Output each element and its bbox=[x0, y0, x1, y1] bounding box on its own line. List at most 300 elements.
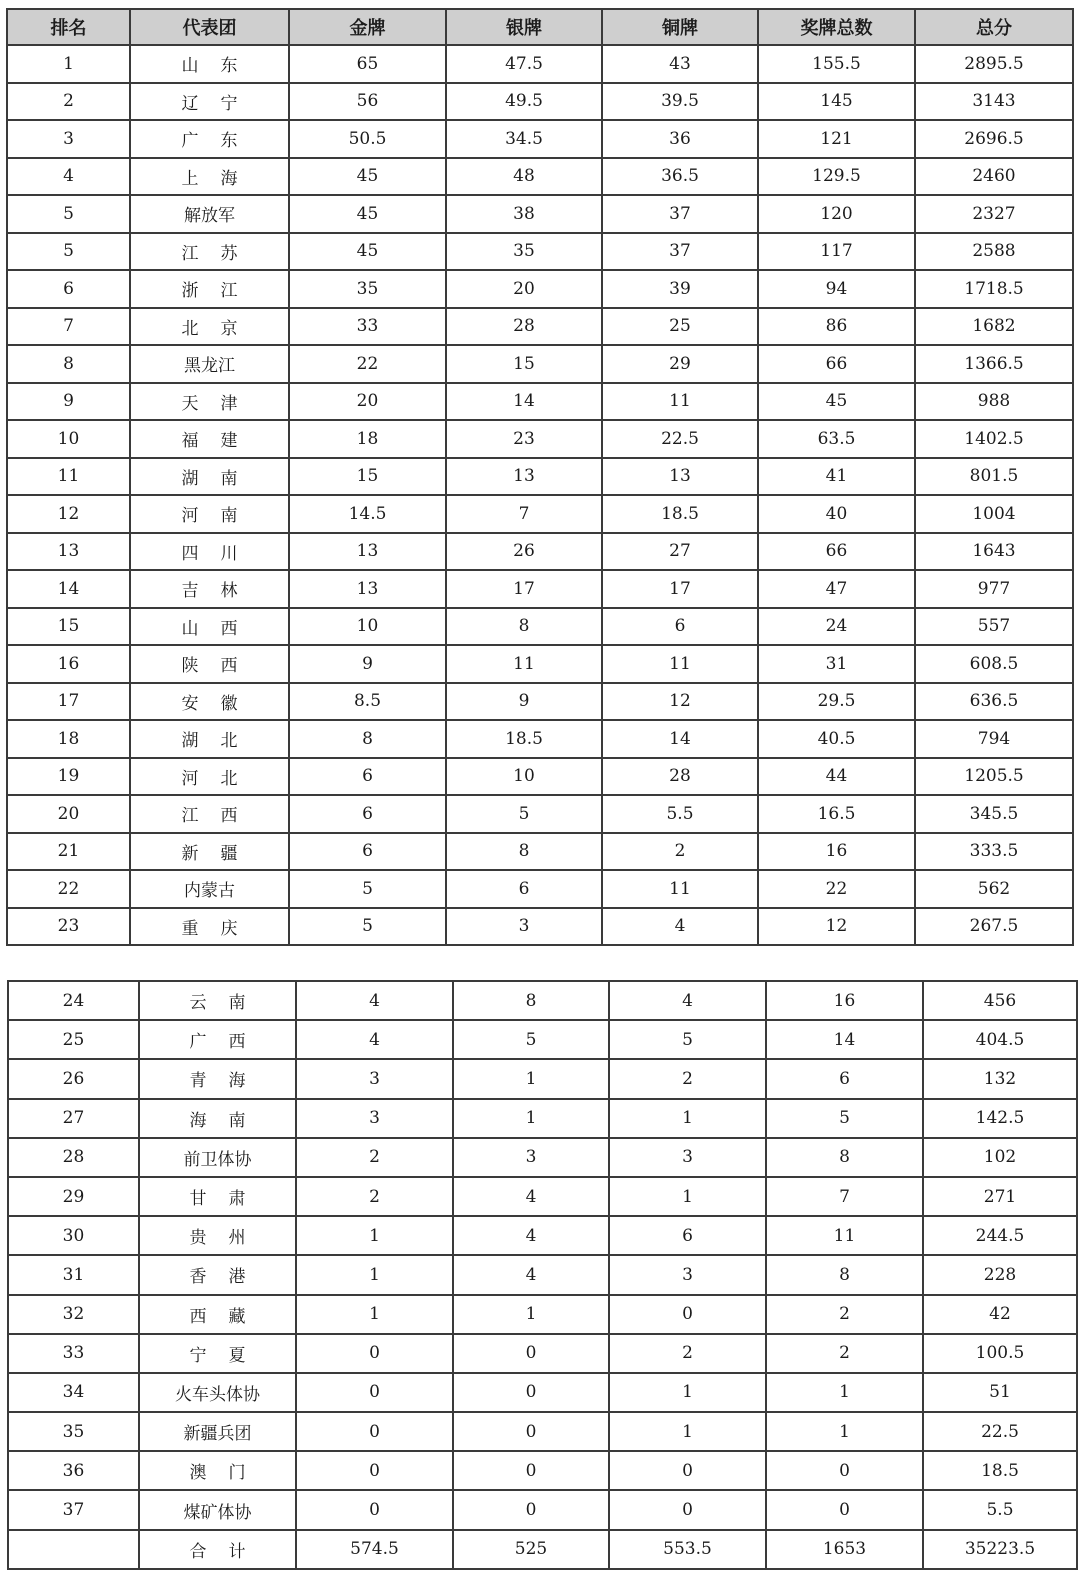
medal-total-cell: 145 bbox=[758, 83, 915, 121]
delegation-cell: 解放军 bbox=[130, 195, 289, 233]
medal-total-cell: 16.5 bbox=[758, 795, 915, 833]
silver-cell: 0 bbox=[453, 1451, 609, 1490]
score-cell: 333.5 bbox=[915, 833, 1073, 871]
score-cell: 1682 bbox=[915, 308, 1073, 346]
medal-total-cell: 41 bbox=[758, 458, 915, 496]
gold-cell: 6 bbox=[289, 795, 446, 833]
gold-cell: 8 bbox=[289, 720, 446, 758]
delegation-cell: 煤矿体协 bbox=[139, 1490, 296, 1529]
bronze-cell: 6 bbox=[602, 608, 758, 646]
medal-total-cell: 14 bbox=[766, 1020, 923, 1059]
medal-total-cell: 40.5 bbox=[758, 720, 915, 758]
medal-total-cell: 8 bbox=[766, 1255, 923, 1294]
table-row bbox=[7, 420, 1073, 458]
score-cell: 345.5 bbox=[915, 795, 1073, 833]
delegation-cell: 澳门 bbox=[139, 1451, 296, 1490]
bronze-cell: 36.5 bbox=[602, 158, 758, 196]
gold-cell: 0 bbox=[296, 1490, 453, 1529]
delegation-cell: 宁夏 bbox=[139, 1334, 296, 1373]
rank-cell: 15 bbox=[7, 608, 130, 646]
bronze-cell: 1 bbox=[609, 1177, 766, 1216]
rank-cell: 36 bbox=[8, 1451, 139, 1490]
bronze-cell: 5.5 bbox=[602, 795, 758, 833]
rank-cell: 31 bbox=[8, 1255, 139, 1294]
gold-cell: 2 bbox=[296, 1138, 453, 1177]
silver-cell: 34.5 bbox=[446, 120, 602, 158]
silver-cell: 28 bbox=[446, 308, 602, 346]
rank-cell: 19 bbox=[7, 758, 130, 796]
gold-cell: 2 bbox=[296, 1177, 453, 1216]
score-cell: 2895.5 bbox=[915, 45, 1073, 83]
score-cell: 2327 bbox=[915, 195, 1073, 233]
delegation-cell: 湖北 bbox=[130, 720, 289, 758]
bronze-cell: 14 bbox=[602, 720, 758, 758]
rank-cell: 25 bbox=[8, 1020, 139, 1059]
delegation-cell: 河南 bbox=[130, 495, 289, 533]
gold-cell: 15 bbox=[289, 458, 446, 496]
rank-cell: 7 bbox=[7, 308, 130, 346]
table-row bbox=[7, 720, 1073, 758]
rank-cell: 35 bbox=[8, 1412, 139, 1451]
score-cell: 1205.5 bbox=[915, 758, 1073, 796]
score-cell: 456 bbox=[923, 981, 1077, 1020]
medal-total-cell: 12 bbox=[758, 908, 915, 946]
medal-total-cell: 29.5 bbox=[758, 683, 915, 721]
gold-cell: 14.5 bbox=[289, 495, 446, 533]
gold-cell: 1 bbox=[296, 1255, 453, 1294]
delegation-cell: 海南 bbox=[139, 1099, 296, 1138]
delegation-cell: 重庆 bbox=[130, 908, 289, 946]
bronze-cell: 1 bbox=[609, 1099, 766, 1138]
medal-total-cell: 6 bbox=[766, 1059, 923, 1098]
bronze-cell: 1 bbox=[609, 1373, 766, 1412]
medal-total-cell: 2 bbox=[766, 1334, 923, 1373]
rank-cell: 11 bbox=[7, 458, 130, 496]
rank-cell: 27 bbox=[8, 1099, 139, 1138]
bronze-cell: 2 bbox=[609, 1059, 766, 1098]
delegation-cell: 江苏 bbox=[130, 233, 289, 271]
score-cell: 801.5 bbox=[915, 458, 1073, 496]
medal-total-cell: 1 bbox=[766, 1373, 923, 1412]
silver-cell: 49.5 bbox=[446, 83, 602, 121]
table-row bbox=[8, 1255, 1077, 1294]
rank-cell: 16 bbox=[7, 645, 130, 683]
rank-cell: 12 bbox=[7, 495, 130, 533]
silver-cell: 4 bbox=[453, 1255, 609, 1294]
rank-cell: 3 bbox=[7, 120, 130, 158]
delegation-cell: 安徽 bbox=[130, 683, 289, 721]
table-row bbox=[8, 1177, 1077, 1216]
table-row bbox=[7, 833, 1073, 871]
table-row bbox=[8, 1334, 1077, 1373]
rank-cell: 21 bbox=[7, 833, 130, 871]
score-cell: 1718.5 bbox=[915, 270, 1073, 308]
gold-cell: 9 bbox=[289, 645, 446, 683]
delegation-cell: 云南 bbox=[139, 981, 296, 1020]
header-bronze: 铜牌 bbox=[602, 9, 758, 45]
gold-cell: 50.5 bbox=[289, 120, 446, 158]
medal-total-cell: 121 bbox=[758, 120, 915, 158]
medal-total-cell: 2 bbox=[766, 1295, 923, 1334]
table-row bbox=[7, 683, 1073, 721]
score-cell: 102 bbox=[923, 1138, 1077, 1177]
table-row bbox=[8, 1138, 1077, 1177]
medal-total-cell: 45 bbox=[758, 383, 915, 421]
rank-cell: 6 bbox=[7, 270, 130, 308]
medal-total-cell: 86 bbox=[758, 308, 915, 346]
gold-cell: 33 bbox=[289, 308, 446, 346]
score-cell: 1402.5 bbox=[915, 420, 1073, 458]
score-cell: 636.5 bbox=[915, 683, 1073, 721]
silver-cell: 3 bbox=[446, 908, 602, 946]
medal-total-cell: 66 bbox=[758, 345, 915, 383]
silver-cell: 35 bbox=[446, 233, 602, 271]
total-rank-cell bbox=[8, 1530, 139, 1569]
gold-cell: 35 bbox=[289, 270, 446, 308]
silver-cell: 15 bbox=[446, 345, 602, 383]
medal-total-cell: 11 bbox=[766, 1216, 923, 1255]
bronze-cell: 39 bbox=[602, 270, 758, 308]
silver-cell: 17 bbox=[446, 570, 602, 608]
table-row bbox=[7, 383, 1073, 421]
silver-cell: 23 bbox=[446, 420, 602, 458]
gold-cell: 10 bbox=[289, 608, 446, 646]
medal-total-cell: 44 bbox=[758, 758, 915, 796]
total-medal-total-cell: 1653 bbox=[766, 1530, 923, 1569]
gold-cell: 4 bbox=[296, 1020, 453, 1059]
medal-total-cell: 0 bbox=[766, 1451, 923, 1490]
total-bronze-cell: 553.5 bbox=[609, 1530, 766, 1569]
delegation-cell: 浙江 bbox=[130, 270, 289, 308]
silver-cell: 1 bbox=[453, 1295, 609, 1334]
bronze-cell: 4 bbox=[609, 981, 766, 1020]
gold-cell: 5 bbox=[289, 908, 446, 946]
score-cell: 608.5 bbox=[915, 645, 1073, 683]
rank-cell: 9 bbox=[7, 383, 130, 421]
bronze-cell: 0 bbox=[609, 1451, 766, 1490]
score-cell: 562 bbox=[915, 870, 1073, 908]
table-row bbox=[7, 233, 1073, 271]
bronze-cell: 3 bbox=[609, 1138, 766, 1177]
gold-cell: 13 bbox=[289, 570, 446, 608]
delegation-cell: 广东 bbox=[130, 120, 289, 158]
silver-cell: 0 bbox=[453, 1373, 609, 1412]
gold-cell: 5 bbox=[289, 870, 446, 908]
delegation-cell: 西藏 bbox=[139, 1295, 296, 1334]
table-row bbox=[7, 195, 1073, 233]
delegation-cell: 黑龙江 bbox=[130, 345, 289, 383]
rank-cell: 22 bbox=[7, 870, 130, 908]
bronze-cell: 13 bbox=[602, 458, 758, 496]
rank-cell: 17 bbox=[7, 683, 130, 721]
table-row bbox=[7, 908, 1073, 946]
delegation-cell: 甘肃 bbox=[139, 1177, 296, 1216]
delegation-cell: 江西 bbox=[130, 795, 289, 833]
header-silver: 银牌 bbox=[446, 9, 602, 45]
silver-cell: 6 bbox=[446, 870, 602, 908]
delegation-cell: 火车头体协 bbox=[139, 1373, 296, 1412]
bronze-cell: 39.5 bbox=[602, 83, 758, 121]
score-cell: 18.5 bbox=[923, 1451, 1077, 1490]
rank-cell: 14 bbox=[7, 570, 130, 608]
table-row bbox=[7, 270, 1073, 308]
silver-cell: 18.5 bbox=[446, 720, 602, 758]
silver-cell: 0 bbox=[453, 1412, 609, 1451]
medal-total-cell: 129.5 bbox=[758, 158, 915, 196]
delegation-cell: 广西 bbox=[139, 1020, 296, 1059]
table-row bbox=[8, 1099, 1077, 1138]
gold-cell: 20 bbox=[289, 383, 446, 421]
rank-cell: 30 bbox=[8, 1216, 139, 1255]
rank-cell: 18 bbox=[7, 720, 130, 758]
delegation-cell: 陕西 bbox=[130, 645, 289, 683]
medal-total-cell: 63.5 bbox=[758, 420, 915, 458]
score-cell: 1004 bbox=[915, 495, 1073, 533]
silver-cell: 3 bbox=[453, 1138, 609, 1177]
delegation-cell: 贵州 bbox=[139, 1216, 296, 1255]
rank-cell: 23 bbox=[7, 908, 130, 946]
total-silver-cell: 525 bbox=[453, 1530, 609, 1569]
medal-table-part-1 bbox=[6, 8, 1074, 946]
gold-cell: 1 bbox=[296, 1295, 453, 1334]
header-row bbox=[7, 9, 1073, 45]
score-cell: 51 bbox=[923, 1373, 1077, 1412]
silver-cell: 13 bbox=[446, 458, 602, 496]
bronze-cell: 25 bbox=[602, 308, 758, 346]
score-cell: 42 bbox=[923, 1295, 1077, 1334]
gold-cell: 0 bbox=[296, 1373, 453, 1412]
silver-cell: 20 bbox=[446, 270, 602, 308]
table-row bbox=[7, 45, 1073, 83]
silver-cell: 38 bbox=[446, 195, 602, 233]
gold-cell: 1 bbox=[296, 1216, 453, 1255]
score-cell: 142.5 bbox=[923, 1099, 1077, 1138]
table-row bbox=[7, 158, 1073, 196]
table-row bbox=[7, 308, 1073, 346]
medal-total-cell: 117 bbox=[758, 233, 915, 271]
delegation-cell: 山东 bbox=[130, 45, 289, 83]
header-medal-total: 奖牌总数 bbox=[758, 9, 915, 45]
delegation-cell: 湖南 bbox=[130, 458, 289, 496]
rank-cell: 34 bbox=[8, 1373, 139, 1412]
bronze-cell: 43 bbox=[602, 45, 758, 83]
bronze-cell: 37 bbox=[602, 233, 758, 271]
total-score-cell: 35223.5 bbox=[923, 1530, 1077, 1569]
rank-cell: 1 bbox=[7, 45, 130, 83]
delegation-cell: 天津 bbox=[130, 383, 289, 421]
score-cell: 228 bbox=[923, 1255, 1077, 1294]
bronze-cell: 0 bbox=[609, 1490, 766, 1529]
score-cell: 977 bbox=[915, 570, 1073, 608]
score-cell: 1366.5 bbox=[915, 345, 1073, 383]
score-cell: 244.5 bbox=[923, 1216, 1077, 1255]
delegation-cell: 新疆兵团 bbox=[139, 1412, 296, 1451]
medal-total-cell: 31 bbox=[758, 645, 915, 683]
gold-cell: 0 bbox=[296, 1334, 453, 1373]
rank-cell: 26 bbox=[8, 1059, 139, 1098]
medal-total-cell: 7 bbox=[766, 1177, 923, 1216]
delegation-cell: 上海 bbox=[130, 158, 289, 196]
medal-total-cell: 24 bbox=[758, 608, 915, 646]
rank-cell: 24 bbox=[8, 981, 139, 1020]
bronze-cell: 11 bbox=[602, 383, 758, 421]
header-delegation: 代表团 bbox=[130, 9, 289, 45]
delegation-cell: 福建 bbox=[130, 420, 289, 458]
delegation-cell: 内蒙古 bbox=[130, 870, 289, 908]
medal-total-cell: 0 bbox=[766, 1490, 923, 1529]
table-row bbox=[8, 1295, 1077, 1334]
header-total-score: 总分 bbox=[915, 9, 1073, 45]
rank-cell: 5 bbox=[7, 195, 130, 233]
delegation-cell: 四川 bbox=[130, 533, 289, 571]
score-cell: 2460 bbox=[915, 158, 1073, 196]
silver-cell: 0 bbox=[453, 1490, 609, 1529]
header-gold: 金牌 bbox=[289, 9, 446, 45]
score-cell: 988 bbox=[915, 383, 1073, 421]
delegation-cell: 前卫体协 bbox=[139, 1138, 296, 1177]
table-row bbox=[8, 1373, 1077, 1412]
bronze-cell: 2 bbox=[609, 1334, 766, 1373]
rank-cell: 28 bbox=[8, 1138, 139, 1177]
gold-cell: 3 bbox=[296, 1099, 453, 1138]
medal-total-cell: 16 bbox=[766, 981, 923, 1020]
bronze-cell: 5 bbox=[609, 1020, 766, 1059]
rank-cell: 2 bbox=[7, 83, 130, 121]
silver-cell: 1 bbox=[453, 1099, 609, 1138]
score-cell: 2696.5 bbox=[915, 120, 1073, 158]
bronze-cell: 37 bbox=[602, 195, 758, 233]
delegation-cell: 河北 bbox=[130, 758, 289, 796]
bronze-cell: 6 bbox=[609, 1216, 766, 1255]
table-row bbox=[8, 1490, 1077, 1529]
table-row bbox=[8, 1216, 1077, 1255]
medal-total-cell: 22 bbox=[758, 870, 915, 908]
silver-cell: 5 bbox=[446, 795, 602, 833]
score-cell: 100.5 bbox=[923, 1334, 1077, 1373]
medal-total-cell: 40 bbox=[758, 495, 915, 533]
total-gold-cell: 574.5 bbox=[296, 1530, 453, 1569]
silver-cell: 5 bbox=[453, 1020, 609, 1059]
gold-cell: 4 bbox=[296, 981, 453, 1020]
rank-cell: 8 bbox=[7, 345, 130, 383]
medal-total-cell: 8 bbox=[766, 1138, 923, 1177]
table-row bbox=[7, 870, 1073, 908]
bronze-cell: 3 bbox=[609, 1255, 766, 1294]
silver-cell: 4 bbox=[453, 1216, 609, 1255]
rank-cell: 37 bbox=[8, 1490, 139, 1529]
silver-cell: 14 bbox=[446, 383, 602, 421]
gold-cell: 6 bbox=[289, 833, 446, 871]
silver-cell: 48 bbox=[446, 158, 602, 196]
rank-cell: 13 bbox=[7, 533, 130, 571]
bronze-cell: 2 bbox=[602, 833, 758, 871]
silver-cell: 4 bbox=[453, 1177, 609, 1216]
medal-total-cell: 120 bbox=[758, 195, 915, 233]
gold-cell: 3 bbox=[296, 1059, 453, 1098]
bronze-cell: 22.5 bbox=[602, 420, 758, 458]
bronze-cell: 27 bbox=[602, 533, 758, 571]
delegation-cell: 北京 bbox=[130, 308, 289, 346]
gold-cell: 13 bbox=[289, 533, 446, 571]
medal-total-cell: 5 bbox=[766, 1099, 923, 1138]
score-cell: 3143 bbox=[915, 83, 1073, 121]
medal-total-cell: 16 bbox=[758, 833, 915, 871]
rank-cell: 33 bbox=[8, 1334, 139, 1373]
silver-cell: 8 bbox=[446, 833, 602, 871]
silver-cell: 7 bbox=[446, 495, 602, 533]
gold-cell: 22 bbox=[289, 345, 446, 383]
table-row bbox=[7, 570, 1073, 608]
silver-cell: 11 bbox=[446, 645, 602, 683]
bronze-cell: 18.5 bbox=[602, 495, 758, 533]
score-cell: 2588 bbox=[915, 233, 1073, 271]
silver-cell: 9 bbox=[446, 683, 602, 721]
score-cell: 22.5 bbox=[923, 1412, 1077, 1451]
total-label: 合计 bbox=[139, 1530, 296, 1569]
bronze-cell: 28 bbox=[602, 758, 758, 796]
rank-cell: 4 bbox=[7, 158, 130, 196]
medal-total-cell: 47 bbox=[758, 570, 915, 608]
rank-cell: 29 bbox=[8, 1177, 139, 1216]
silver-cell: 26 bbox=[446, 533, 602, 571]
total-row bbox=[8, 1530, 1077, 1569]
gold-cell: 18 bbox=[289, 420, 446, 458]
medal-total-cell: 66 bbox=[758, 533, 915, 571]
score-cell: 5.5 bbox=[923, 1490, 1077, 1529]
bronze-cell: 11 bbox=[602, 870, 758, 908]
silver-cell: 8 bbox=[453, 981, 609, 1020]
silver-cell: 10 bbox=[446, 758, 602, 796]
delegation-cell: 山西 bbox=[130, 608, 289, 646]
silver-cell: 8 bbox=[446, 608, 602, 646]
bronze-cell: 12 bbox=[602, 683, 758, 721]
score-cell: 404.5 bbox=[923, 1020, 1077, 1059]
gold-cell: 45 bbox=[289, 195, 446, 233]
score-cell: 132 bbox=[923, 1059, 1077, 1098]
medal-table-part-2 bbox=[7, 980, 1078, 1570]
delegation-cell: 香港 bbox=[139, 1255, 296, 1294]
rank-cell: 10 bbox=[7, 420, 130, 458]
bronze-cell: 36 bbox=[602, 120, 758, 158]
table-row bbox=[7, 458, 1073, 496]
gold-cell: 65 bbox=[289, 45, 446, 83]
bronze-cell: 11 bbox=[602, 645, 758, 683]
delegation-cell: 新疆 bbox=[130, 833, 289, 871]
silver-cell: 1 bbox=[453, 1059, 609, 1098]
table-row bbox=[7, 83, 1073, 121]
delegation-cell: 辽宁 bbox=[130, 83, 289, 121]
rank-cell: 5 bbox=[7, 233, 130, 271]
table-row bbox=[7, 533, 1073, 571]
bronze-cell: 4 bbox=[602, 908, 758, 946]
bronze-cell: 0 bbox=[609, 1295, 766, 1334]
header-rank: 排名 bbox=[7, 9, 130, 45]
score-cell: 1643 bbox=[915, 533, 1073, 571]
rank-cell: 32 bbox=[8, 1295, 139, 1334]
delegation-cell: 吉林 bbox=[130, 570, 289, 608]
silver-cell: 0 bbox=[453, 1334, 609, 1373]
gold-cell: 0 bbox=[296, 1451, 453, 1490]
table-row bbox=[8, 1451, 1077, 1490]
table-row bbox=[8, 1059, 1077, 1098]
medal-total-cell: 1 bbox=[766, 1412, 923, 1451]
score-cell: 794 bbox=[915, 720, 1073, 758]
bronze-cell: 17 bbox=[602, 570, 758, 608]
table-row bbox=[7, 495, 1073, 533]
score-cell: 271 bbox=[923, 1177, 1077, 1216]
bronze-cell: 1 bbox=[609, 1412, 766, 1451]
table-row bbox=[7, 758, 1073, 796]
